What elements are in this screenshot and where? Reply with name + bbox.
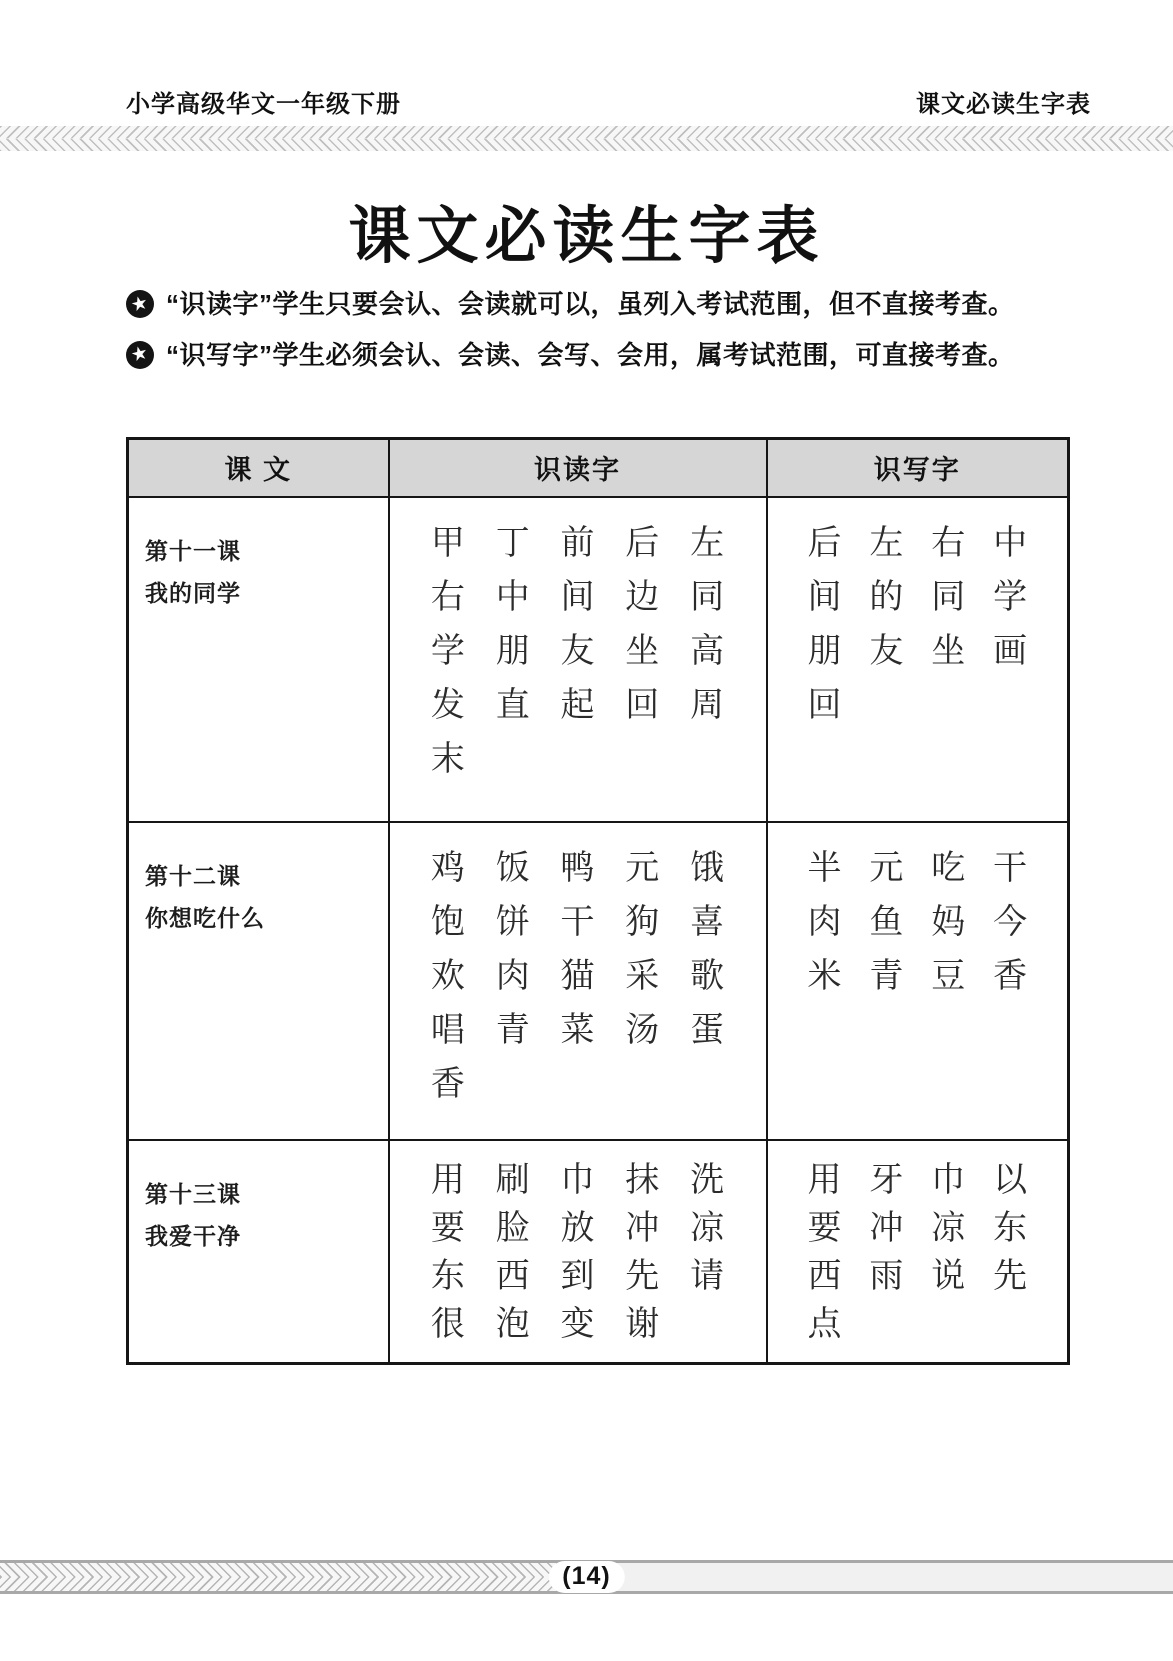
vocab-char: 的: [869, 576, 904, 617]
vocab-char: 青: [869, 955, 904, 996]
vocab-char: 巾: [931, 1159, 966, 1200]
vocab-char: 说: [931, 1255, 966, 1296]
vocab-char: 前: [560, 522, 595, 563]
vocab-char: 西: [495, 1255, 530, 1296]
vocab-char: 点: [807, 1303, 842, 1344]
vocab-char: 妈: [931, 901, 966, 942]
vocab-char: 左: [869, 522, 904, 563]
vocab-char: 朋: [495, 630, 530, 671]
vocab-char: 凉: [931, 1207, 966, 1248]
vocab-char: 吃: [931, 847, 966, 888]
vocab-char: 凉: [690, 1207, 725, 1248]
vocab-char: 米: [807, 955, 842, 996]
vocab-char: 喜: [690, 901, 725, 942]
vocab-char: 周: [690, 684, 725, 725]
vocab-char: 西: [807, 1255, 842, 1296]
vocab-char: 歌: [690, 955, 725, 996]
vocab-char: 友: [560, 630, 595, 671]
vocab-char: 半: [807, 847, 842, 888]
vocab-char: 汤: [625, 1009, 660, 1050]
vocab-char: 到: [560, 1255, 595, 1296]
write-chars-grid: [794, 522, 1042, 725]
table-row: [128, 1140, 1069, 1364]
vocab-char: 用: [807, 1159, 842, 1200]
vocab-char: 饿: [690, 847, 725, 888]
vocab-char: 香: [430, 1063, 465, 1104]
vocab-char: 左: [690, 522, 725, 563]
vocab-char: 学: [993, 576, 1028, 617]
star-in-circle-icon: ★: [126, 290, 154, 318]
vocab-char: 刷: [495, 1159, 530, 1200]
write-chars-grid: [794, 847, 1042, 996]
vocab-char: 起: [560, 684, 595, 725]
vocab-char: 请: [690, 1255, 725, 1296]
note-text: “识写字”学生必须会认、会读、会写、会用，属考试范围，可直接考查。: [166, 339, 1015, 370]
vocab-char: 肉: [807, 901, 842, 942]
note-text: “识读字”学生只要会认、会读就可以，虽列入考试范围，但不直接考查。: [166, 289, 1015, 319]
table-header-row: [128, 439, 1069, 497]
vocab-char: 洗: [690, 1159, 725, 1200]
vocab-char: 元: [869, 847, 904, 888]
vocab-char: 中: [495, 576, 530, 617]
vocab-char: 泡: [495, 1303, 530, 1344]
vocab-char: 今: [993, 901, 1028, 942]
vocab-char: 朋: [807, 630, 842, 671]
vocab-char: 高: [690, 630, 725, 671]
page-number: (14): [562, 1562, 611, 1590]
vocab-char: 同: [690, 576, 725, 617]
note-item: [126, 339, 1093, 372]
vocab-char: 发: [430, 684, 465, 725]
page-number-capsule: [548, 1561, 624, 1593]
vocab-char: 间: [807, 576, 842, 617]
write-chars-grid: [794, 1159, 1042, 1344]
star-in-circle-icon: ★: [126, 341, 154, 369]
read-chars-grid: [416, 1159, 740, 1344]
table-row: [128, 497, 1069, 822]
lesson-cell: [128, 1140, 389, 1364]
vocab-char: 香: [993, 955, 1028, 996]
vocab-char: 坐: [625, 630, 660, 671]
vocab-char: 学: [430, 630, 465, 671]
vocab-char: 很: [430, 1303, 465, 1344]
vocab-char: 东: [430, 1255, 465, 1296]
vocab-char: 右: [430, 576, 465, 617]
vocab-char: 丁: [495, 522, 530, 563]
lesson-cell: [128, 822, 389, 1140]
column-header-read-chars: 识读字: [389, 439, 767, 497]
vocab-char: 后: [625, 522, 660, 563]
vocab-char: 菜: [560, 1009, 595, 1050]
vocab-char: 甲: [430, 522, 465, 563]
vocab-char: 放: [560, 1207, 595, 1248]
vocab-char: 饼: [495, 901, 530, 942]
read-chars-grid: [416, 847, 740, 1104]
vocab-char: 采: [625, 955, 660, 996]
lesson-cell: [128, 497, 389, 822]
vocab-char: 末: [430, 738, 465, 779]
running-head-right: 课文必读生字表: [916, 91, 1091, 118]
vocab-char: 青: [495, 1009, 530, 1050]
running-head: [126, 84, 1091, 119]
vocab-char: 用: [430, 1159, 465, 1200]
vocab-char: 要: [807, 1207, 842, 1248]
vocab-char: 猫: [560, 955, 595, 996]
vocab-char: 鱼: [869, 901, 904, 942]
lesson-title: 我的同学: [145, 580, 241, 607]
vocab-char: 干: [993, 847, 1028, 888]
read-chars-cell: [389, 497, 767, 822]
vocab-char: 冲: [625, 1207, 660, 1248]
vocab-char: 谢: [625, 1303, 660, 1344]
vocab-char: 巾: [560, 1159, 595, 1200]
vocab-char: 以: [993, 1159, 1028, 1200]
vocab-char: 肉: [495, 955, 530, 996]
vocab-char: 脸: [495, 1207, 530, 1248]
decorative-chevron-band-top: [0, 126, 1173, 151]
vocab-char: 欢: [430, 955, 465, 996]
write-chars-cell: [767, 1140, 1069, 1364]
lesson-title: 我爱干净: [145, 1223, 241, 1250]
vocab-char: 牙: [869, 1159, 904, 1200]
notes-list: [126, 288, 1093, 389]
write-chars-cell: [767, 822, 1069, 1140]
vocab-char: 间: [560, 576, 595, 617]
vocab-char: 狗: [625, 901, 660, 942]
lesson-title: 你想吃什么: [145, 905, 265, 932]
vocab-char: 要: [430, 1207, 465, 1248]
vocab-char: 友: [869, 630, 904, 671]
vocab-char: 直: [495, 684, 530, 725]
vocab-char: 先: [993, 1255, 1028, 1296]
read-chars-cell: [389, 1140, 767, 1364]
vocab-char: 画: [993, 630, 1028, 671]
vocab-char: 东: [993, 1207, 1028, 1248]
lesson-number: 第十一课: [145, 537, 241, 564]
vocab-char: 后: [807, 522, 842, 563]
vocab-char: 雨: [869, 1255, 904, 1296]
lesson-number: 第十二课: [145, 862, 241, 889]
vocab-char: 唱: [430, 1009, 465, 1050]
note-item: [126, 288, 1093, 321]
lesson-number: 第十三课: [145, 1180, 241, 1207]
page-title: 课文必读生字表: [348, 202, 825, 271]
vocab-char: 冲: [869, 1207, 904, 1248]
vocab-char: 右: [931, 522, 966, 563]
vocab-char: 抹: [625, 1159, 660, 1200]
vocab-char: 饱: [430, 901, 465, 942]
write-chars-cell: [767, 497, 1069, 822]
vocab-char: 同: [931, 576, 966, 617]
vocab-char: 回: [807, 684, 842, 725]
vocab-char: 豆: [931, 955, 966, 996]
vocab-char: 干: [560, 901, 595, 942]
running-head-left: 小学高级华文一年级下册: [126, 91, 401, 118]
vocab-char: 坐: [931, 630, 966, 671]
decorative-chevron-band-bottom: [0, 1560, 1173, 1594]
column-header-lesson: 课 文: [128, 439, 389, 497]
vocab-char: 先: [625, 1255, 660, 1296]
vocab-char: 边: [625, 576, 660, 617]
vocab-table: [126, 437, 1070, 1365]
column-header-write-chars: 识写字: [767, 439, 1069, 497]
read-chars-cell: [389, 822, 767, 1140]
read-chars-grid: [416, 522, 740, 779]
vocab-char: 变: [560, 1303, 595, 1344]
vocab-char: 中: [993, 522, 1028, 563]
chevron-right-half: [0, 1563, 587, 1591]
vocab-char: 鸭: [560, 847, 595, 888]
table-row: [128, 822, 1069, 1140]
vocab-char: 元: [625, 847, 660, 888]
vocab-char: 饭: [495, 847, 530, 888]
vocab-char: 回: [625, 684, 660, 725]
vocab-char: 蛋: [690, 1009, 725, 1050]
vocab-char: 鸡: [430, 847, 465, 888]
